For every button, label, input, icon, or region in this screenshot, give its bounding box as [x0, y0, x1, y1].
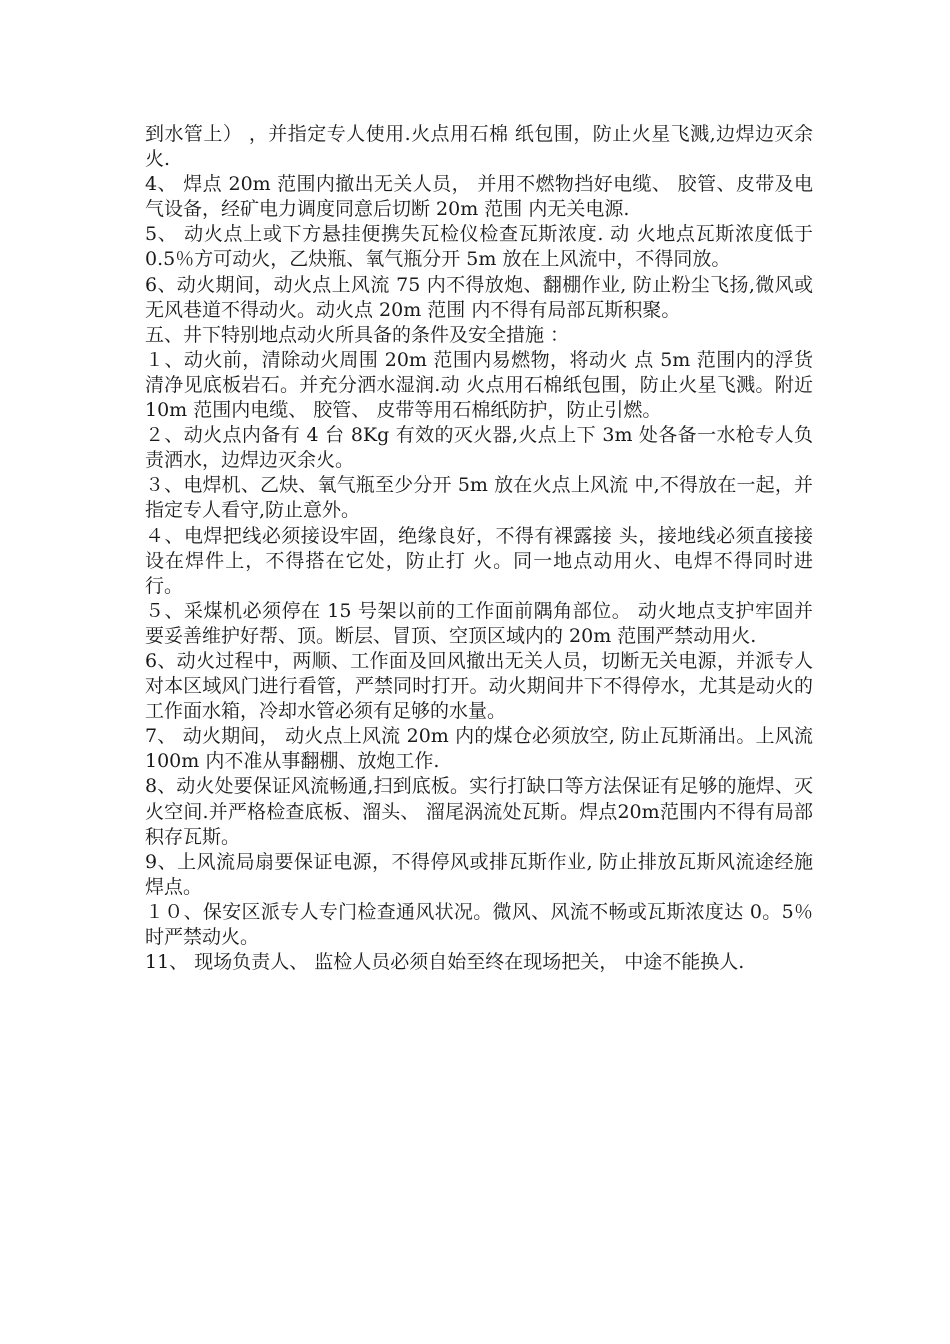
paragraph-special-5: ５、采煤机必须停在 15 号架以前的工作面前隅角部位。 动火地点支护牢固并要妥善维护好帮、顶。断层、冒顶、空顶区域内的 20m 范围严禁动用火.: [145, 599, 813, 647]
paragraph-special-6: 6、动火过程中，两顺、工作面及回风撤出无关人员，切断无关电源，并派专人对本区域风门进行看管，严禁同时打开。动火期间井下不得停水，尤其是动火的工作面水箱，冷却水管必须有足够的水量。: [145, 649, 813, 723]
paragraph-special-7: 7、 动火期间， 动火点上风流 20m 内的煤仓必须放空, 防止瓦斯涌出。上风流 100m 内不准从事翻棚、放炮工作.: [145, 725, 813, 773]
document-body: [145, 122, 813, 975]
paragraph-item-4: 4、 焊点 20m 范围内撤出无关人员， 并用不燃物挡好电缆、 胶管、皮带及电气设备，经矿电力调度同意后切断 20m 范围 内无关电源.: [145, 173, 813, 221]
paragraph-continuation: 到水管上） ，并指定专人使用.火点用石棉 纸包围，防止火星飞溅,边焊边灭余火.: [145, 123, 813, 171]
section-heading-5: 五、井下特别地点动火所具备的条件及安全措施 ：: [145, 323, 570, 346]
paragraph-item-5: 5、 动火点上或下方悬挂便携失瓦检仪检查瓦斯浓度. 动 火地点瓦斯浓度低于 0.5％方可动火，乙炔瓶、氧气瓶分开 5m 放在上风流中，不得同放。: [145, 223, 813, 271]
paragraph-special-4: ４、电焊把线必须接设牢固，绝缘良好，不得有裸露接 头，接地线必须直接接设在焊件上，不得搭在它处，防止打 火。同一地点动用火、电焊不得同时进行。: [145, 524, 813, 597]
paragraph-special-9: 9、上风流局扇要保证电源，不得停风或排瓦斯作业, 防止排放瓦斯风流途经施焊点。: [145, 850, 813, 898]
paragraph-special-2: ２、动火点内备有 4 台 8Kg 有效的灭火器,火点上下 3m 处各备一水枪专人负责洒水，边焊边灭余火。: [145, 424, 813, 472]
paragraph-special-11: 11、 现场负责人、 监检人员必须自始至终在现场把关， 中途不能换人.: [145, 951, 745, 974]
paragraph-special-3: ３、电焊机、乙炔、氧气瓶至少分开 5m 放在火点上风流 中,不得放在一起，并指定专人看守,防止意外。: [145, 474, 813, 522]
paragraph-special-10: １０、保安区派专人专门检查通风状况。微风、风流不畅或瓦斯浓度达 0。5％时严禁动火。: [145, 900, 813, 948]
paragraph-item-6: 6、动火期间，动火点上风流 75 内不得放炮、翻棚作业, 防止粉尘飞扬,微风或无风巷道不得动火。动火点 20m 范围 内不得有局部瓦斯积聚。: [145, 273, 813, 321]
paragraph-special-8: 8、动火处要保证风流畅通,扫到底板。实行打缺口等方法保证有足够的施焊、灭火空间.并严格检查底板、溜头、 溜尾涡流处瓦斯。焊点20m范围内不得有局部积存瓦斯。: [145, 775, 813, 848]
paragraph-special-1: １、动火前，清除动火周围 20m 范围内易燃物，将动火 点 5m 范围内的浮货清净见底板岩石。并充分洒水湿润.动 火点用石棉纸包围，防止火星飞溅。附近 10m 范围内电缆、 胶管、 皮带等用石棉纸防护，防止引燃。: [145, 348, 813, 422]
